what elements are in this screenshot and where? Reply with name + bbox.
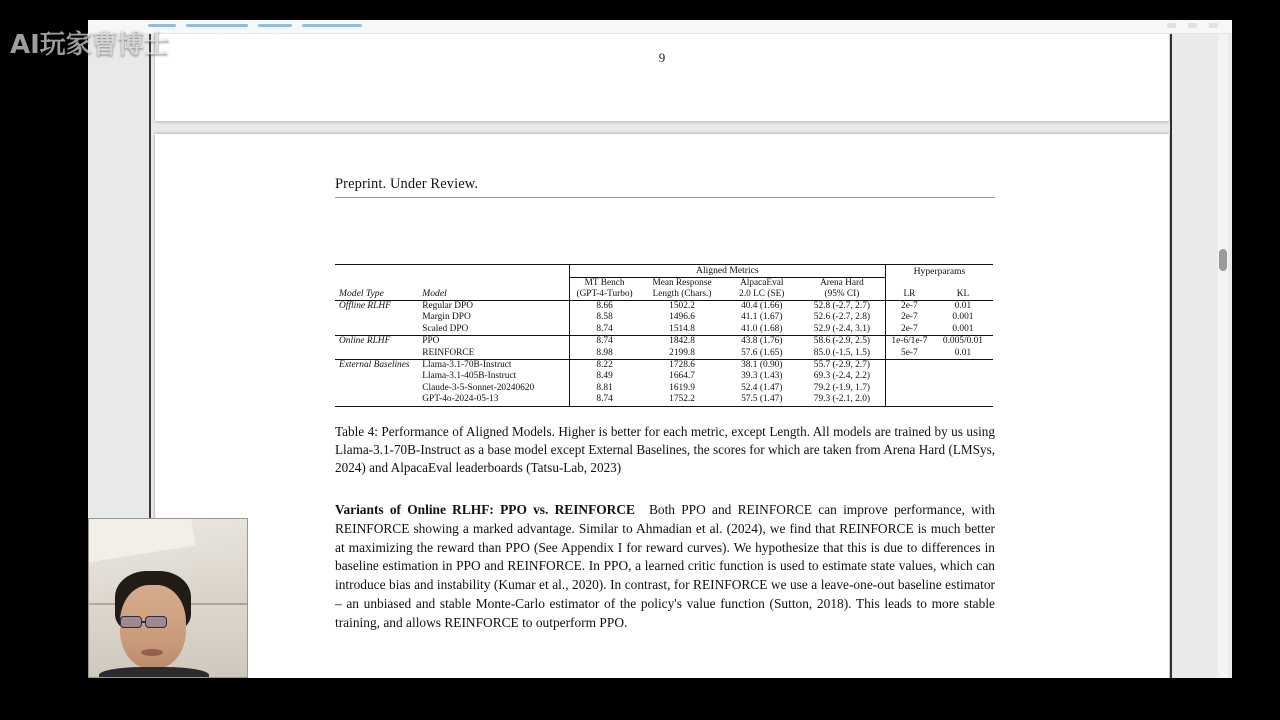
- cell-lr: [885, 371, 933, 382]
- cell-mt-bench: 8.81: [569, 383, 639, 394]
- section-heading-inline: Variants of Online RLHF: PPO vs. REINFORCE: [335, 502, 635, 518]
- section-paragraph: [335, 501, 995, 632]
- cell-mt-bench: 8.49: [569, 371, 639, 382]
- spacer-cell-b: [418, 265, 569, 278]
- cell-alpacaeval: 57.6 (1.65): [741, 347, 783, 358]
- cell-alpacaeval: 40.4 (1.66): [741, 300, 783, 311]
- cell-mean-length: 1664.7: [669, 371, 695, 382]
- pdf-page-previous: [155, 34, 1169, 121]
- browser-tab-1[interactable]: [148, 24, 176, 27]
- webcam-ceiling-panel: [88, 518, 196, 564]
- cell-mean-length: 1496.6: [669, 312, 695, 323]
- col-header-arena-hard-line2: (95% CI): [824, 288, 860, 299]
- cell-model: Claude-3-5-Sonnet-20240620: [422, 382, 535, 393]
- cell-arena-hard: 85.0 (-1.5, 1.5): [813, 347, 871, 358]
- cell-alpacaeval: 41.1 (1.67): [741, 312, 783, 323]
- cell-arena-hard: 52.9 (-2.4, 3.1): [813, 323, 871, 334]
- toolbar-icon-3[interactable]: [1209, 23, 1218, 28]
- col-header-alpacaeval-line1: AlpacaEval: [740, 277, 784, 288]
- table-column-header-row: [335, 277, 993, 300]
- cell-arena-hard: 79.2 (-1.9, 1.7): [813, 382, 871, 393]
- cell-mean-length: 1502.2: [669, 300, 695, 311]
- table-row: [335, 359, 993, 371]
- cell-lr: [885, 359, 933, 371]
- col-header-model: Model: [422, 287, 447, 299]
- col-header-alpacaeval-line2: 2.0 LC (SE): [739, 288, 785, 299]
- col-header-mt-bench-line2: (GPT-4-Turbo): [576, 288, 633, 299]
- page-number: 9: [658, 50, 666, 65]
- cell-kl: 0.005/0.01: [942, 336, 983, 347]
- table-row: [335, 300, 993, 312]
- table-4-container: [335, 264, 993, 407]
- group-label-spacer: [335, 383, 418, 394]
- cell-kl: [933, 371, 993, 382]
- browser-tab-2[interactable]: [186, 24, 248, 27]
- cell-model: Scaled DPO: [422, 323, 469, 334]
- header-aligned-metrics: Aligned Metrics: [569, 265, 885, 278]
- shared-screen-region: [88, 20, 1232, 678]
- cell-model: PPO: [422, 336, 440, 347]
- vertical-scrollbar[interactable]: [1218, 34, 1228, 678]
- group-label-online-rlhf: Online RLHF: [339, 336, 391, 347]
- watermark-username: AI玩家曹博士: [10, 30, 170, 60]
- pdf-right-rail: [1170, 34, 1232, 678]
- table-4-caption: Table 4: Performance of Aligned Models. Higher is better for each metric, except Length. All models are trained by us using Llama-3.1-70B-Instruct as a base model except External Baselines, the scores for which are taken from Arena Hard (LMSys, 2024) and AlpacaEval leaderboards (Tatsu-Lab, 2023): [335, 423, 995, 476]
- spacer-cell-a: [335, 265, 418, 278]
- group-label-offline-rlhf: Offline RLHF: [339, 300, 391, 311]
- table-group-header-row: [335, 265, 993, 278]
- pdf-page-current: [155, 134, 1169, 678]
- col-header-kl: KL: [956, 288, 970, 299]
- col-header-mt-bench-line1: MT Bench: [584, 277, 625, 288]
- cell-lr: 5e-7: [885, 348, 933, 360]
- col-header-mean-length: [639, 277, 724, 300]
- cell-mean-length: 1619.9: [669, 382, 695, 393]
- cell-lr: 2e-7: [885, 324, 933, 336]
- browser-toolbar-icons[interactable]: [1167, 23, 1218, 28]
- col-header-arena-hard: [799, 277, 885, 300]
- cell-model: GPT-4o-2024-05-13: [422, 394, 499, 405]
- cell-mt-bench: 8.58: [569, 312, 639, 323]
- table-body-offline-rlhf: [335, 300, 993, 335]
- cell-mean-length: 1842.8: [669, 336, 695, 347]
- browser-tab-3[interactable]: [258, 24, 292, 27]
- cell-mt-bench: 8.74: [569, 394, 639, 406]
- group-label-spacer: [335, 371, 418, 382]
- cell-alpacaeval: 39.3 (1.43): [741, 371, 783, 382]
- glasses-left-lens-icon: [120, 616, 142, 628]
- cell-mt-bench: 8.74: [569, 324, 639, 336]
- cell-kl: [933, 359, 993, 371]
- glasses-bridge-icon: [142, 621, 146, 623]
- cell-kl: 0.01: [954, 347, 972, 358]
- cell-lr: 1e-6/1e-7: [885, 336, 933, 348]
- cell-model: REINFORCE: [422, 347, 475, 358]
- cell-mt-bench: 8.74: [569, 336, 639, 348]
- section-body-text: Both PPO and REINFORCE can improve performance, with REINFORCE showing a marked advantage. Similar to Ahmadian et al. (2024), we find that REINFORCE is much better at maximizing the reward than PPO (See Appendix I for reward curves). We hypothesize that this is due to differences in baseline estimation in PPO and REINFORCE. In PPO, a learned critic function is used to estimate state values, which can introduce bias and instability (Kumar et al., 2020). In contrast, for REINFORCE we use a leave-one-out baseline estimator – an unbiased and stable Monte-Carlo estimator of the policy's value function (Sutton, 2018). This leads to more stable training, and allows REINFORCE to outperform PPO.: [335, 502, 995, 630]
- table-row: [335, 394, 993, 406]
- bilibili-logo-icon: bilibili: [179, 25, 293, 60]
- webcam-overlay[interactable]: [88, 518, 248, 678]
- cell-mean-length: 1728.6: [669, 359, 695, 370]
- cell-alpacaeval: 57.5 (1.47): [741, 394, 783, 405]
- cell-arena-hard: 58.6 (-2.9, 2.5): [813, 336, 871, 347]
- cell-lr: [885, 394, 933, 406]
- browser-chrome-strip: [88, 20, 1232, 34]
- table-row: [335, 371, 993, 382]
- header-hyperparams: Hyperparams: [885, 265, 993, 278]
- group-label-external-baselines: External Baselines: [339, 359, 410, 370]
- cell-mt-bench: 8.22: [569, 359, 639, 371]
- cell-lr: 2e-7: [885, 312, 933, 323]
- pdf-document-column[interactable]: [153, 34, 1170, 678]
- cell-mean-length: 2199.8: [669, 347, 695, 358]
- scrollbar-thumb[interactable]: [1219, 249, 1227, 271]
- table-body-online-rlhf: [335, 336, 993, 360]
- cell-arena-hard: 52.8 (-2.7, 2.7): [813, 300, 871, 311]
- cell-alpacaeval: 52.4 (1.47): [741, 382, 783, 393]
- cell-alpacaeval: 38.1 (0.90): [741, 359, 783, 370]
- cell-alpacaeval: 41.0 (1.68): [741, 323, 783, 334]
- toolbar-icon-1[interactable]: [1167, 23, 1176, 28]
- glasses-right-lens-icon: [145, 616, 167, 628]
- cell-lr: [885, 383, 933, 394]
- group-label-spacer: [335, 348, 418, 360]
- table-row: [335, 348, 993, 360]
- cell-model: Llama-3.1-405B-Instruct: [422, 371, 517, 382]
- group-label-spacer: [335, 324, 418, 336]
- col-header-arena-hard-line1: Arena Hard: [820, 277, 864, 288]
- cell-model: Regular DPO: [422, 300, 474, 311]
- col-header-model-type: Model Type: [339, 287, 384, 299]
- cell-mean-length: 1752.2: [669, 394, 695, 405]
- browser-tab-strip[interactable]: [148, 24, 362, 27]
- toolbar-icon-2[interactable]: [1188, 23, 1197, 28]
- webcam-person-mouth: [141, 649, 163, 656]
- group-label-spacer: [335, 394, 418, 406]
- col-header-mean-length-line2: Length (Chars.): [652, 288, 712, 299]
- cell-arena-hard: 79.3 (-2.1, 2.0): [813, 394, 871, 405]
- col-header-mean-length-line1: Mean Response: [652, 277, 712, 288]
- running-head: Preprint. Under Review.: [335, 176, 995, 198]
- cell-kl: [933, 383, 993, 394]
- cell-alpacaeval: 43.8 (1.76): [741, 336, 783, 347]
- cell-arena-hard: 52.6 (-2.7, 2.8): [813, 312, 871, 323]
- cell-mt-bench: 8.98: [569, 348, 639, 360]
- cell-lr: 2e-7: [885, 300, 933, 312]
- table-row: [335, 312, 993, 323]
- col-header-alpacaeval: [725, 277, 799, 300]
- cell-kl: [933, 394, 993, 406]
- cell-mt-bench: 8.66: [569, 300, 639, 312]
- table-body-external-baselines: [335, 359, 993, 406]
- table-row: [335, 324, 993, 336]
- col-header-lr: LR: [885, 277, 933, 300]
- table-row: [335, 383, 993, 394]
- table-row: [335, 336, 993, 348]
- cell-mean-length: 1514.8: [669, 323, 695, 334]
- cell-kl: 0.001: [952, 312, 974, 323]
- webcam-person-shoulder: [99, 667, 209, 678]
- paper-content: [335, 176, 995, 632]
- cell-model: Llama-3.1-70B-Instruct: [422, 359, 512, 370]
- table-4: [335, 264, 993, 407]
- pdf-viewer: [88, 34, 1232, 678]
- col-header-mt-bench: [569, 277, 639, 300]
- cell-kl: 0.01: [954, 300, 972, 311]
- cell-model: Margin DPO: [422, 312, 471, 323]
- cell-kl: 0.001: [952, 323, 974, 334]
- group-label-spacer: [335, 312, 418, 323]
- cell-arena-hard: 69.3 (-2.4, 2.2): [813, 371, 871, 382]
- browser-tab-4[interactable]: [302, 24, 362, 27]
- cell-arena-hard: 55.7 (-2.9, 2.7): [813, 359, 871, 370]
- table-head: [335, 265, 993, 301]
